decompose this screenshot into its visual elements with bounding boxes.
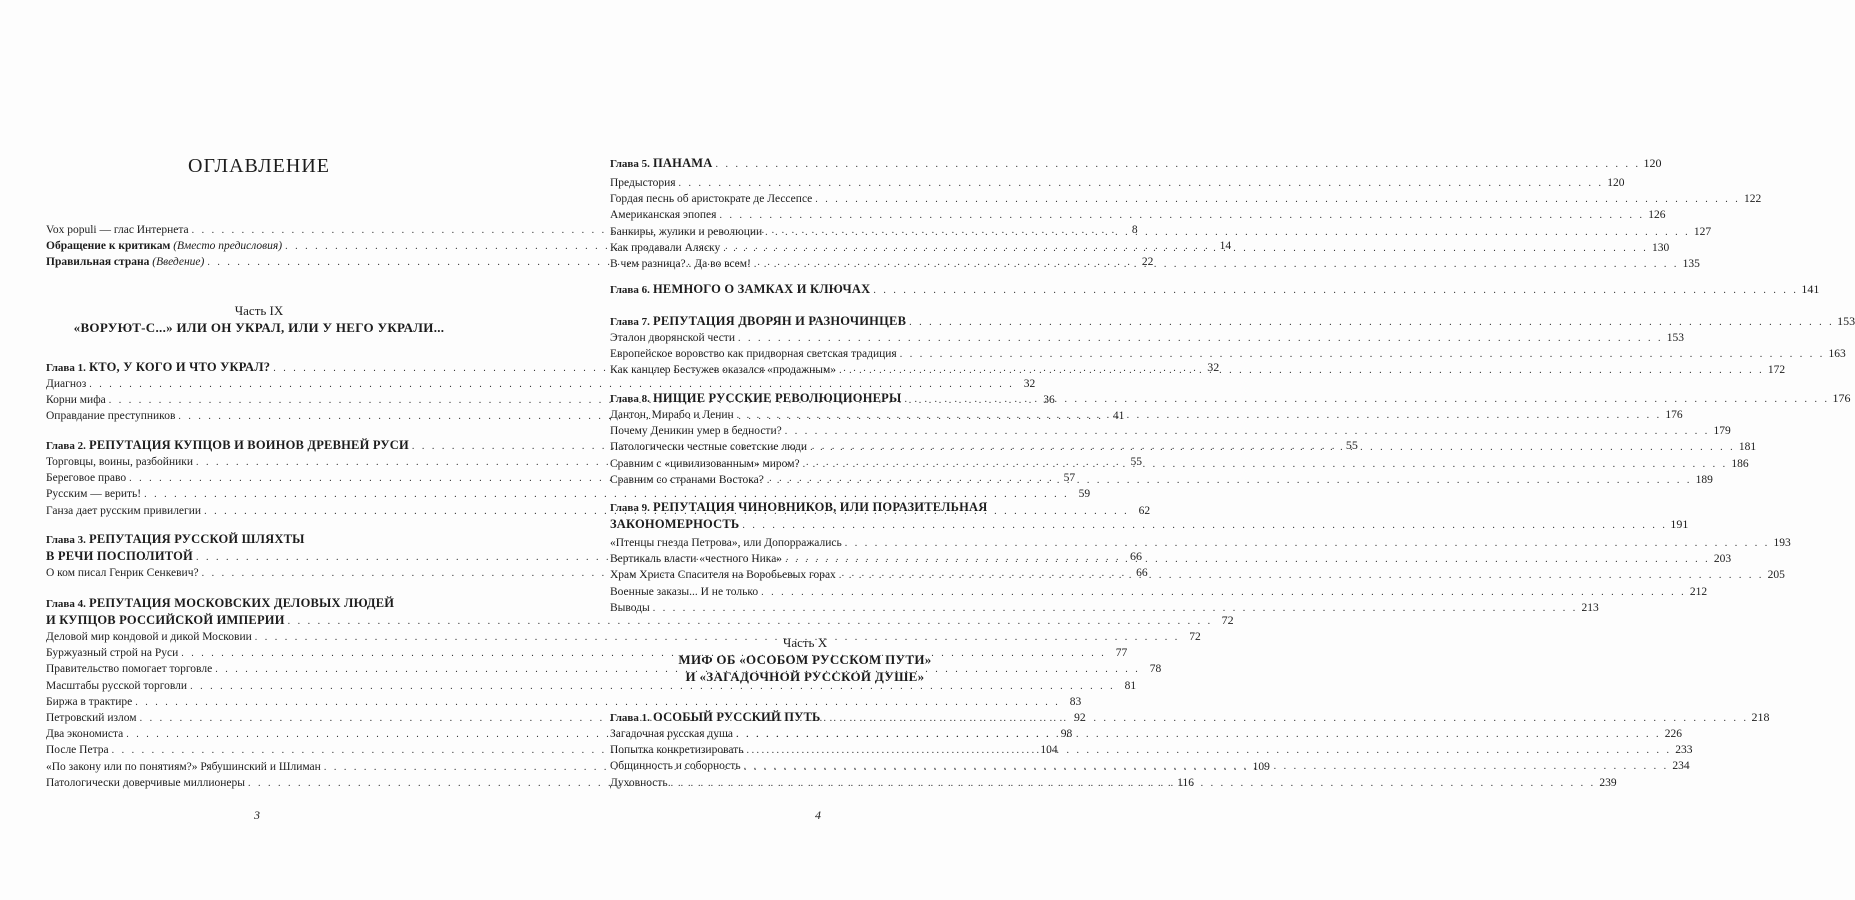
leader-dots <box>719 208 1644 224</box>
entry-text: Береговое право <box>46 472 127 485</box>
chapter-title-cont: ЗАКОНОМЕРНОСТЬ <box>610 517 740 531</box>
leader-dots <box>815 192 1740 208</box>
entry-text: Биржа в трактире <box>46 695 133 708</box>
entry-text: О ком писал Генрик Сенкевич? <box>46 567 199 579</box>
chapter-heading-line1[interactable] <box>46 531 472 548</box>
page-ref: 72 <box>1189 631 1201 643</box>
toc-entry[interactable] <box>46 376 1036 392</box>
page-ref: 179 <box>1713 425 1731 438</box>
entry-text: Сравним с «цивилизованным» миром? <box>610 457 800 470</box>
part-title: «ВОРУЮТ-С...» ИЛИ ОН УКРАЛ, ИЛИ У НЕГО УКРАЛИ... <box>73 320 445 335</box>
chapter-prefix: Глава 6. <box>610 284 650 296</box>
page-ref: 141 <box>1801 282 1820 296</box>
entry-text: Вертикаль власти «честного Ника» <box>610 553 783 566</box>
toc-entry[interactable] <box>46 486 1091 502</box>
leader-dots <box>873 282 1798 299</box>
page-ref: 193 <box>1773 537 1791 549</box>
page-ref: 189 <box>1695 473 1713 486</box>
entry-text: Как продавали Аляску <box>610 241 721 254</box>
page-ref: 203 <box>1713 553 1732 566</box>
page-ref: 92 <box>1074 711 1086 724</box>
page-ref: 122 <box>1744 193 1762 206</box>
chapter-prefix: Глава 7. <box>610 316 650 328</box>
entry-text: Общинность и соборность <box>610 760 741 773</box>
entry-text: Загадочная русская душа <box>610 728 733 740</box>
toc-entry[interactable] <box>610 423 1731 439</box>
entry-text: В чем разница?.. Да во всем! <box>610 257 751 270</box>
page-ref: 226 <box>1664 728 1682 740</box>
chapter-title: РЕПУТАЦИЯ МОСКОВСКИХ ДЕЛОВЫХ ЛЮДЕЙ <box>89 596 395 610</box>
page-ref: 135 <box>1682 257 1700 270</box>
leader-dots <box>746 743 1671 759</box>
page-ref: 77 <box>1115 647 1128 660</box>
entry-subtitle: (Введение) <box>152 256 205 269</box>
page-ref: 153 <box>1666 332 1684 344</box>
leader-dots <box>742 517 1667 534</box>
entry-text: После Петра <box>46 744 109 757</box>
entry-text: Патологически честные советские люди <box>610 441 808 454</box>
toc-entry[interactable] <box>610 330 1684 346</box>
chapter-title: ПАНАМА <box>653 156 713 170</box>
page-ref: 98 <box>1060 728 1073 741</box>
chapter-prefix: Глава 9. <box>610 502 650 514</box>
chapter-title-cont: В РЕЧИ ПОСПОЛИТОЙ <box>46 549 193 563</box>
page-number: 4 <box>815 808 821 822</box>
page-ref: 126 <box>1648 209 1666 222</box>
page-ref: 181 <box>1738 441 1757 454</box>
toc-entry[interactable] <box>610 535 1791 551</box>
toc-entry[interactable] <box>610 175 1625 191</box>
page-ref: 57 <box>1063 472 1076 485</box>
leader-dots <box>761 585 1686 601</box>
chapter-title: РЕПУТАЦИЯ ЧИНОВНИКОВ, ИЛИ ПОРАЗИТЕЛЬНАЯ <box>653 500 988 514</box>
entry-text: Духовность <box>610 776 668 789</box>
entry-text: Гордая песнь об аристократе де Лессепсе <box>610 193 813 206</box>
chapter-heading-line1[interactable] <box>610 499 1000 516</box>
leader-dots <box>767 473 1692 489</box>
chapter-prefix: Глава 8. <box>610 393 650 405</box>
entry-text: Банкиры, жулики и революции <box>610 225 763 238</box>
chapter-heading-line2[interactable] <box>610 516 1689 533</box>
page-ref: 239 <box>1599 776 1617 789</box>
chapter-prefix: Глава 1. <box>46 362 86 374</box>
page-ref: 213 <box>1581 601 1599 614</box>
chapter-heading[interactable] <box>610 155 1662 172</box>
entry-text: Европейское воровство как придворная светская традиция <box>610 348 897 361</box>
entry-text: Правительство помогает торговле <box>46 663 213 676</box>
leader-dots <box>738 331 1663 347</box>
page-ref: 66 <box>1136 567 1148 579</box>
page-ref: 212 <box>1689 585 1708 598</box>
entry-text: Почему Деникин умер в бедности? <box>610 425 782 438</box>
page-ref: 120 <box>1607 177 1625 189</box>
leader-dots <box>671 776 1596 792</box>
page-number: 3 <box>254 808 260 822</box>
part-number: Часть IX <box>234 303 284 318</box>
page-ref: 172 <box>1767 364 1786 377</box>
page-ref: 120 <box>1643 156 1662 170</box>
page-ref: 55 <box>1345 438 1358 452</box>
page-ref: 116 <box>1177 776 1194 789</box>
entry-text: Корни мифа <box>46 394 106 407</box>
page-ref: 8 <box>1131 224 1138 236</box>
leader-dots <box>723 241 1648 257</box>
page-ref: 233 <box>1675 744 1693 757</box>
entry-text: Эталон дворянской чести <box>610 332 735 344</box>
entry-text: Военные заказы... И не только <box>610 585 759 598</box>
chapter-title: РЕПУТАЦИЯ ДВОРЯН И РАЗНОЧИНЦЕВ <box>653 314 907 328</box>
page-ref: 59 <box>1078 488 1091 501</box>
entry-text: Vox populi — глас Интернета <box>46 224 189 236</box>
chapter-prefix: Глава 2. <box>46 440 86 452</box>
toc-entry[interactable] <box>610 207 1666 223</box>
part-number: Часть X <box>782 635 828 650</box>
entry-text: Выводы <box>610 601 650 614</box>
chapter-title: НИЩИЕ РУССКИЕ РЕВОЛЮЦИОНЕРЫ <box>653 391 902 405</box>
page-ref: 176 <box>1832 391 1851 405</box>
page-ref: 205 <box>1767 569 1785 582</box>
page-ref: 83 <box>1069 695 1082 708</box>
leader-dots <box>679 176 1604 192</box>
page-ref: 55 <box>1130 456 1142 468</box>
page-ref: 130 <box>1651 241 1670 254</box>
leader-dots <box>839 363 1764 379</box>
chapter-title: ОСОБЫЙ РУССКИЙ ПУТЬ <box>653 710 821 724</box>
page-ref: 72 <box>1221 613 1234 627</box>
leader-dots <box>824 710 1749 727</box>
page-ref: 36 <box>1043 394 1055 407</box>
toc-entry[interactable] <box>46 678 1137 694</box>
entry-text: Торговцы, воины, разбойники <box>46 456 193 468</box>
toc-entry[interactable] <box>46 694 1082 710</box>
chapter-title-cont: И КУПЦОВ РОССИЙСКОЙ ИМПЕРИИ <box>46 613 285 627</box>
chapter-prefix: Глава 3. <box>46 534 86 546</box>
part-heading <box>610 634 1000 685</box>
chapter-heading[interactable] <box>610 281 1820 298</box>
toc-entry[interactable] <box>610 191 1762 207</box>
page-ref: 81 <box>1124 679 1137 692</box>
chapter-prefix: Глава 4. <box>46 598 86 610</box>
page-ref: 14 <box>1219 240 1232 253</box>
page-ref: 163 <box>1828 348 1846 361</box>
entry-text: Русским — верить! <box>46 488 142 501</box>
leader-dots <box>754 257 1679 273</box>
toc-title: ОГЛАВЛЕНИЕ <box>188 155 330 177</box>
entry-text: Правильная страна <box>46 256 150 269</box>
entry-text: Буржуазный строй на Руси <box>46 647 179 660</box>
page-ref: 191 <box>1670 517 1689 531</box>
toc-entry[interactable] <box>610 600 1599 616</box>
chapter-heading-line2[interactable] <box>46 612 1234 629</box>
leader-dots <box>810 440 1735 456</box>
entry-text: «Птенцы гнезда Петрова», или Допоpражались <box>610 537 842 549</box>
leader-dots <box>845 536 1770 552</box>
entry-text: Петровский излом <box>46 711 137 724</box>
leader-dots <box>736 727 1661 743</box>
leader-dots <box>785 552 1710 568</box>
page-ref: 22 <box>1141 256 1154 269</box>
entry-text: Ганза дает русским привилегии <box>46 504 202 517</box>
entry-text: «По закону или по понятиям?» Рябушинский и Шлиман <box>46 760 321 773</box>
entry-text: Храм Христа Спасителя на Воробьевых горах <box>610 569 836 582</box>
leader-dots <box>785 424 1710 440</box>
entry-text: Патологически доверчивые миллионеры <box>46 776 245 789</box>
page-ref: 104 <box>1040 744 1058 757</box>
leader-dots <box>716 156 1641 173</box>
leader-dots <box>905 391 1830 408</box>
entry-text: Как канцлер Бестужев оказался «продажным» <box>610 364 837 377</box>
leader-dots <box>839 568 1764 584</box>
entry-text: Масштабы русской торговли <box>46 679 188 692</box>
leader-dots <box>744 759 1669 775</box>
chapter-prefix: Глава 1. <box>610 712 650 724</box>
entry-text: Обращение к критикам <box>46 240 171 253</box>
entry-subtitle: (Вместо предисловия) <box>173 240 283 253</box>
chapter-title: КТО, У КОГО И ЧТО УКРАЛ? <box>89 360 271 374</box>
page-ref: 32 <box>1023 378 1036 390</box>
chapter-heading-line1[interactable] <box>46 595 472 612</box>
page-ref: 66 <box>1129 549 1142 563</box>
page-ref: 41 <box>1112 410 1125 423</box>
entry-text: Сравним со странами Востока? <box>610 473 764 486</box>
entry-text: Дантон, Мирабо и Ленин <box>610 409 734 421</box>
entry-text: Диагноз <box>46 378 87 390</box>
page-ref: 176 <box>1665 409 1683 421</box>
part-heading <box>46 302 472 336</box>
chapter-title: РЕПУТАЦИЯ КУПЦОВ И ВОИНОВ ДРЕВНЕЙ РУСИ <box>89 438 409 452</box>
leader-dots <box>653 601 1578 617</box>
entry-text: Два экономиста <box>46 728 124 741</box>
leader-dots <box>737 408 1662 424</box>
toc-entry[interactable] <box>610 346 1846 362</box>
leader-dots <box>909 314 1834 331</box>
page-ref: 109 <box>1252 760 1270 773</box>
leader-dots <box>900 347 1825 363</box>
page-ref: 218 <box>1751 710 1770 724</box>
leader-dots <box>803 457 1728 473</box>
chapter-prefix: Глава 5. <box>610 158 650 170</box>
page-ref: 78 <box>1149 663 1162 676</box>
leader-dots <box>765 225 1690 241</box>
entry-text: Деловой мир кондовой и дикой Московии <box>46 631 252 643</box>
page-ref: 127 <box>1693 225 1712 238</box>
entry-text: Предыстория <box>610 177 676 189</box>
toc-entry[interactable] <box>610 584 1708 600</box>
chapter-6 <box>610 281 1820 298</box>
page-ref: 186 <box>1731 457 1749 470</box>
chapter-heading[interactable] <box>610 313 1855 330</box>
part-title-line2: И «ЗАГАДОЧНОЙ РУССКОЙ ДУШЕ» <box>685 669 925 684</box>
part-title-line1: МИФ ОБ «ОСОБОМ РУССКОМ ПУТИ» <box>678 652 932 667</box>
page-ref: 32 <box>1207 360 1220 374</box>
entry-text: Американская эпопея <box>610 209 717 222</box>
page-ref: 153 <box>1837 314 1855 328</box>
page-ref: 62 <box>1138 504 1151 517</box>
entry-text: Оправдание преступников <box>46 410 176 423</box>
entry-text: Попытка конкретизировать <box>610 744 744 757</box>
toc-entry[interactable] <box>610 224 1712 240</box>
chapter-title: РЕПУТАЦИЯ РУССКОЙ ШЛЯХТЫ <box>89 532 305 546</box>
page-ref: 234 <box>1672 760 1690 773</box>
chapter-title: НЕМНОГО О ЗАМКАХ И КЛЮЧАХ <box>653 282 871 296</box>
